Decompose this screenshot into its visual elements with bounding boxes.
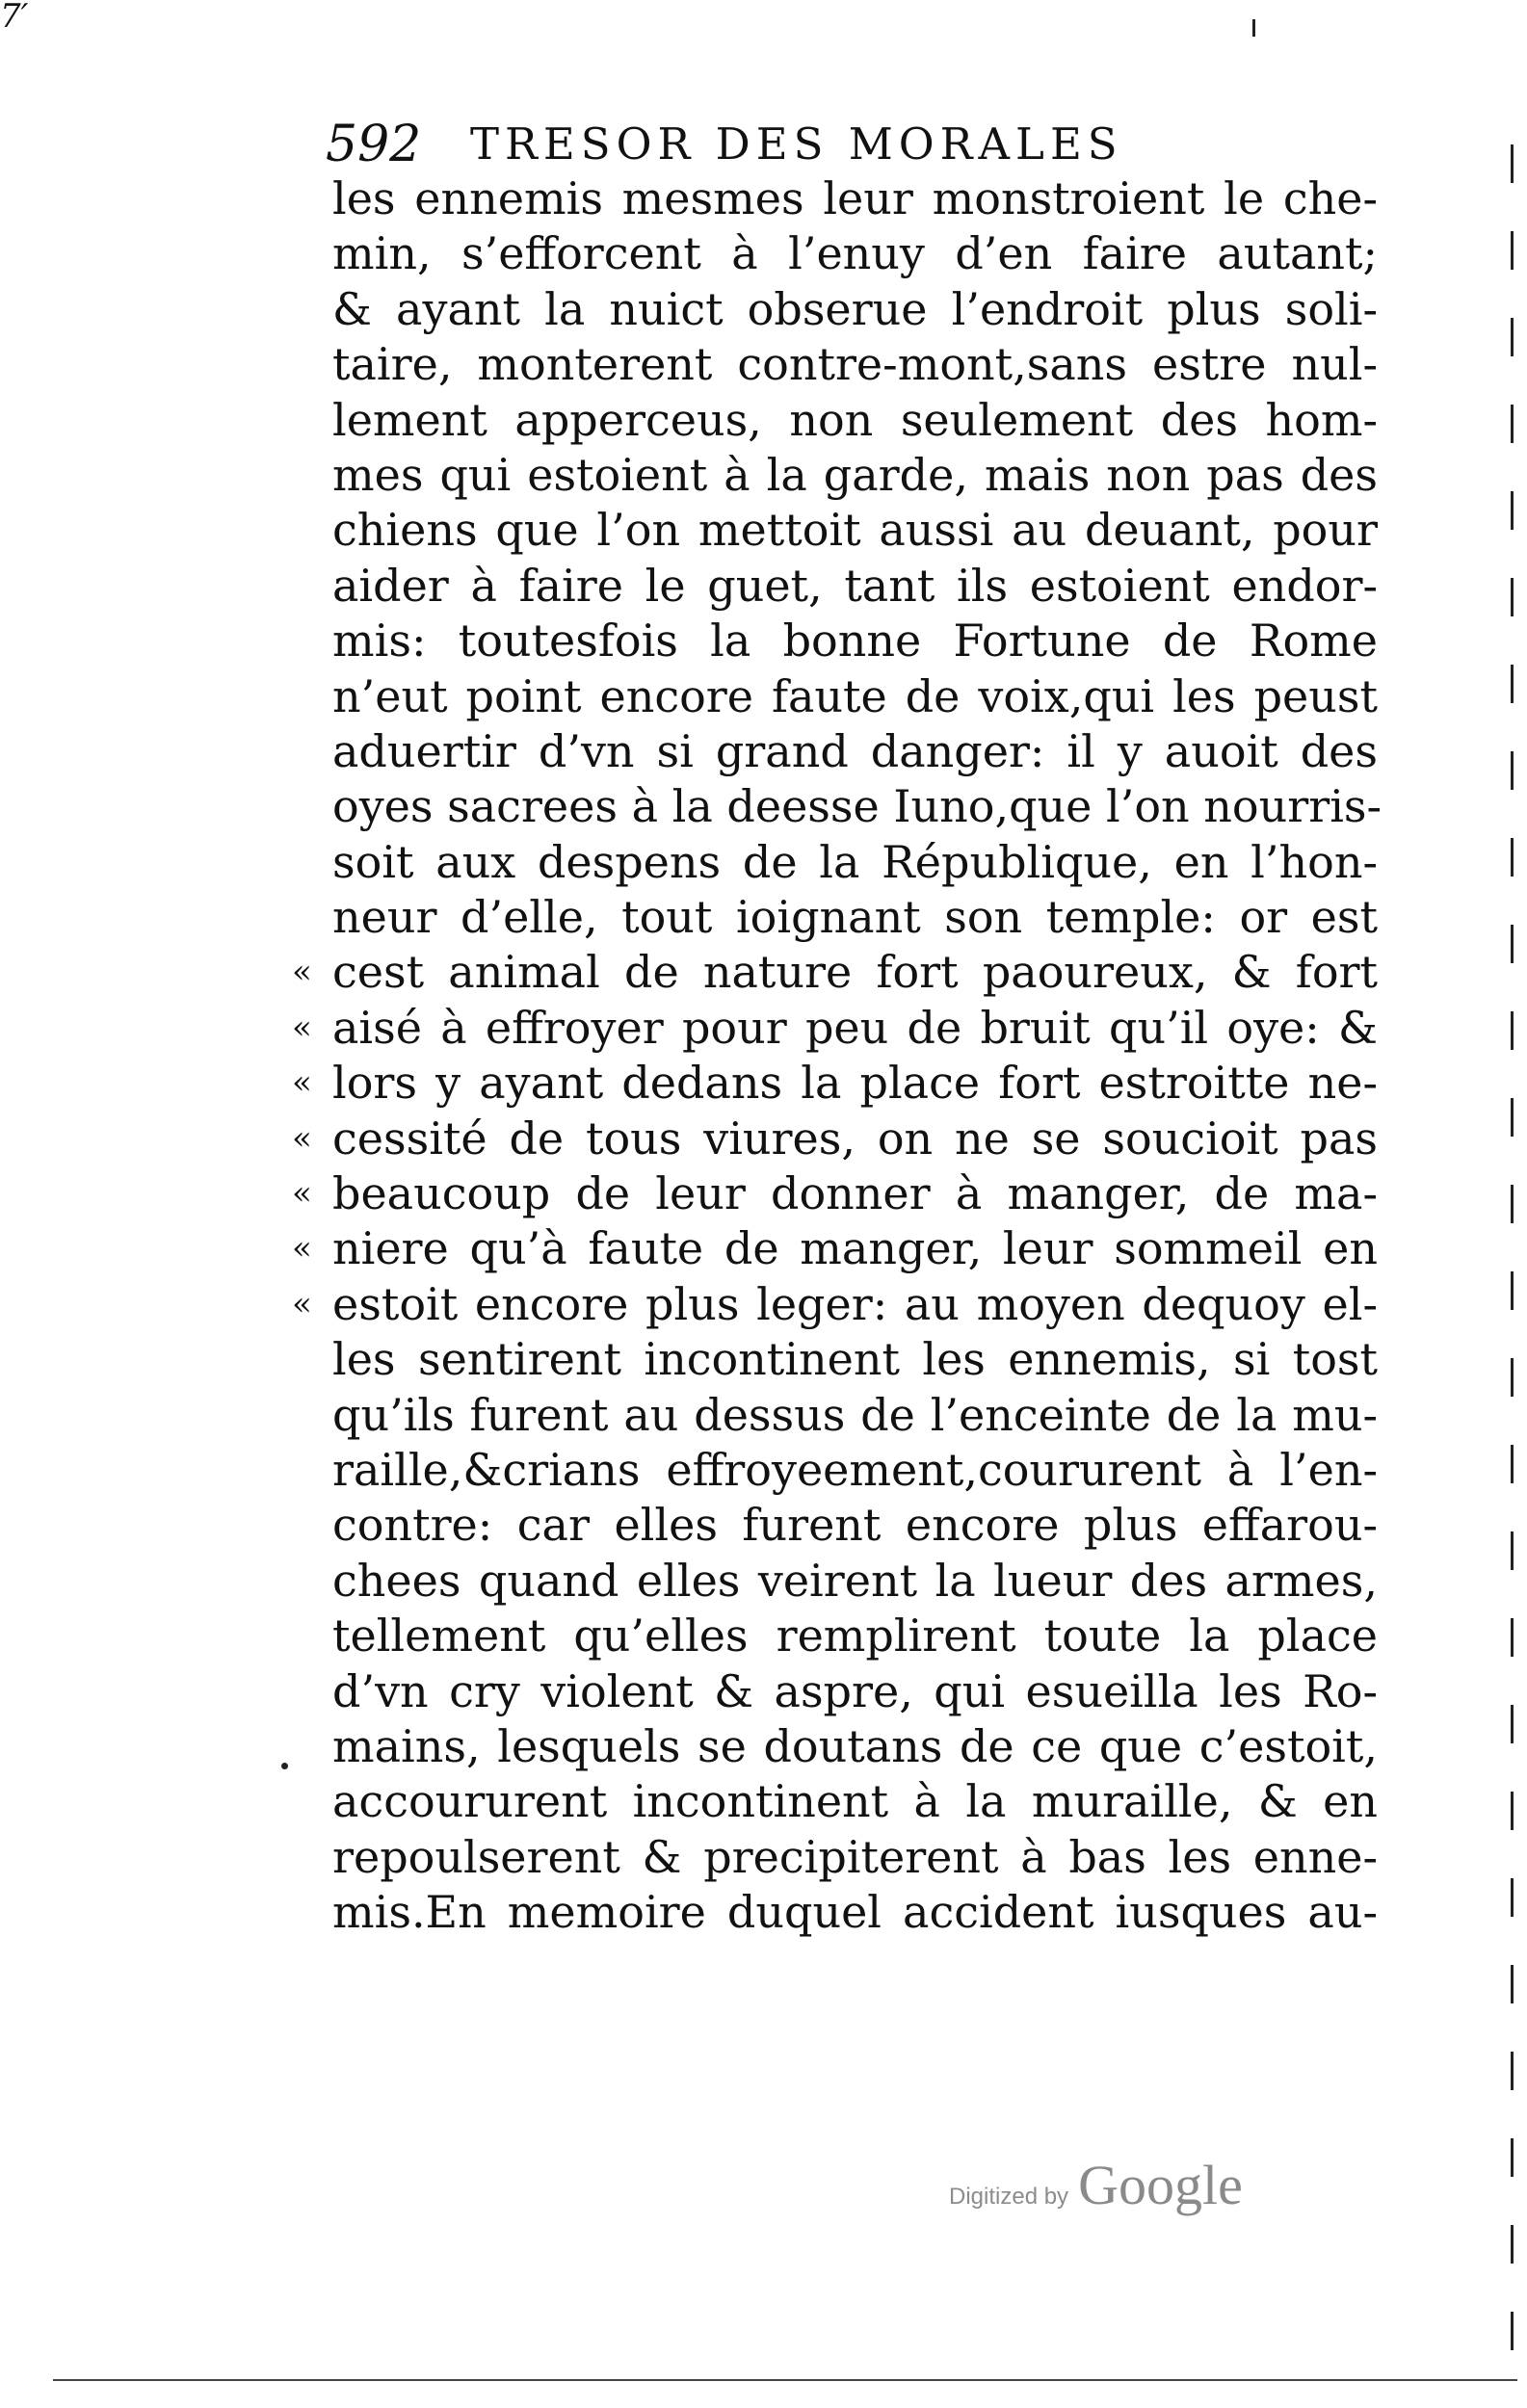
corner-mark: 7′ (0, 0, 29, 36)
marginal-quote-mark: « (292, 953, 312, 992)
text-line-content: oyes sacrees à la deesse Iuno,que l’on nourris- (332, 780, 1382, 833)
text-line-content: estoit encore plus leger: au moyen dequoy el- (332, 1277, 1378, 1330)
text-line-content: mis: toutesfois la bonne Fortune de Rome (332, 615, 1378, 667)
text-line (332, 1719, 1378, 1774)
text-line-content: neur d’elle, tout ioignant son temple: or est (332, 891, 1378, 944)
text-line-content: mes qui estoient à la garde, mais non pas des (332, 448, 1378, 501)
text-line-content: niere qu’à faute de manger, leur sommeil en (332, 1222, 1378, 1275)
text-line (332, 503, 1378, 558)
text-line (332, 1885, 1378, 1940)
text-line (332, 890, 1378, 945)
marginal-quote-mark: « (292, 1284, 312, 1323)
text-line-content: soit aux despens de la République, en l’hon- (332, 835, 1378, 888)
text-line-content: n’eut point encore faute de voix,qui les peust (332, 669, 1378, 722)
text-line (332, 337, 1378, 392)
text-line-content: cessité de tous viures, on ne se soucioit pas (332, 1112, 1378, 1165)
text-line (332, 724, 1378, 779)
text-line (332, 669, 1378, 724)
text-line-content: lors y ayant dedans la place fort estroitte ne- (332, 1057, 1378, 1110)
text-line (292, 1277, 1378, 1332)
right-page-edge (1511, 144, 1514, 2350)
top-edge-mark (1252, 19, 1255, 37)
text-line (292, 1166, 1378, 1221)
text-line-content: aider à faire le guet, tant ils estoient endor- (332, 559, 1378, 612)
page-number: 592 (326, 116, 422, 173)
text-line-content: mis.En memoire duquel accident iusques au- (332, 1886, 1378, 1939)
text-line (332, 1830, 1378, 1885)
text-line (332, 393, 1378, 448)
text-line-content: contre: car elles furent encore plus effarou- (332, 1499, 1378, 1552)
text-line (332, 1443, 1378, 1498)
text-line (292, 1056, 1378, 1111)
text-line (332, 1388, 1378, 1443)
text-line-content: lement apperceus, non seulement des hom- (332, 393, 1378, 446)
bottom-scan-edge (53, 2379, 1517, 2381)
text-line-content: raille,&crians effroyeement,coururent à l’en- (332, 1443, 1378, 1496)
text-line (332, 835, 1378, 890)
text-line-content: min, s’efforcent à l’enuy d’en faire autant; (332, 227, 1378, 280)
text-line (332, 614, 1378, 668)
body-text (292, 171, 1382, 1941)
text-line (332, 171, 1378, 226)
text-line-content: accoururent incontinent à la muraille, & en (332, 1775, 1378, 1828)
text-line (332, 1774, 1378, 1829)
text-line (332, 1664, 1378, 1719)
text-line (332, 559, 1378, 614)
text-line-content: aduertir d’vn si grand danger: il y auoit des (332, 724, 1378, 777)
text-line (332, 1554, 1378, 1609)
marginal-quote-mark: « (292, 1008, 312, 1047)
text-line-content: mains, lesquels se doutans de ce que c’estoit, (332, 1719, 1378, 1772)
text-line-content: taire, monterent contre-mont,sans estre nul- (332, 338, 1378, 391)
running-title: TRESOR DES MORALES (470, 118, 1123, 170)
digitized-by-google (949, 2153, 1243, 2217)
text-line-content: chees quand elles veirent la lueur des armes, (332, 1554, 1378, 1607)
text-line-content: chiens que l’on mettoit aussi au deuant, pour (332, 504, 1378, 557)
marginal-quote-mark: « (292, 1174, 312, 1214)
text-line (332, 779, 1382, 834)
marginal-quote-mark: « (292, 1118, 312, 1158)
text-line-content: qu’ils furent au dessus de l’enceinte de la mu- (332, 1388, 1378, 1441)
marginal-quote-mark: « (292, 1229, 312, 1269)
text-line (292, 1221, 1378, 1276)
text-line-content: d’vn cry violent & aspre, qui esueilla les Ro- (332, 1664, 1378, 1717)
text-line (332, 448, 1378, 503)
text-line-content: les sentirent incontinent les ennemis, si tost (332, 1333, 1378, 1386)
text-line-content: tellement qu’elles remplirent toute la place (332, 1610, 1378, 1662)
text-line (332, 1498, 1378, 1553)
digitized-by-label: Digitized by (949, 2184, 1069, 2210)
text-line (332, 1332, 1378, 1387)
margin-dot (281, 1763, 288, 1769)
text-line (332, 226, 1378, 281)
text-line (332, 1609, 1378, 1663)
text-line-content: les ennemis mesmes leur monstroient le che- (332, 172, 1378, 224)
text-line-content: & ayant la nuict obserue l’endroit plus soli- (332, 282, 1378, 335)
page-header (326, 106, 1337, 173)
text-line (292, 1112, 1378, 1166)
text-line (292, 1001, 1378, 1056)
text-line-content: repoulserent & precipiterent à bas les enne- (332, 1830, 1378, 1883)
google-logo: Google (1078, 2154, 1243, 2216)
text-line-content: aisé à effroyer pour peu de bruit qu’il oye: & (332, 1001, 1378, 1054)
text-line-content: cest animal de nature fort paoureux, & fort (332, 946, 1378, 999)
text-line (292, 945, 1378, 1000)
text-line-content: beaucoup de leur donner à manger, de ma- (332, 1167, 1378, 1220)
marginal-quote-mark: « (292, 1063, 312, 1103)
text-line (332, 282, 1378, 337)
